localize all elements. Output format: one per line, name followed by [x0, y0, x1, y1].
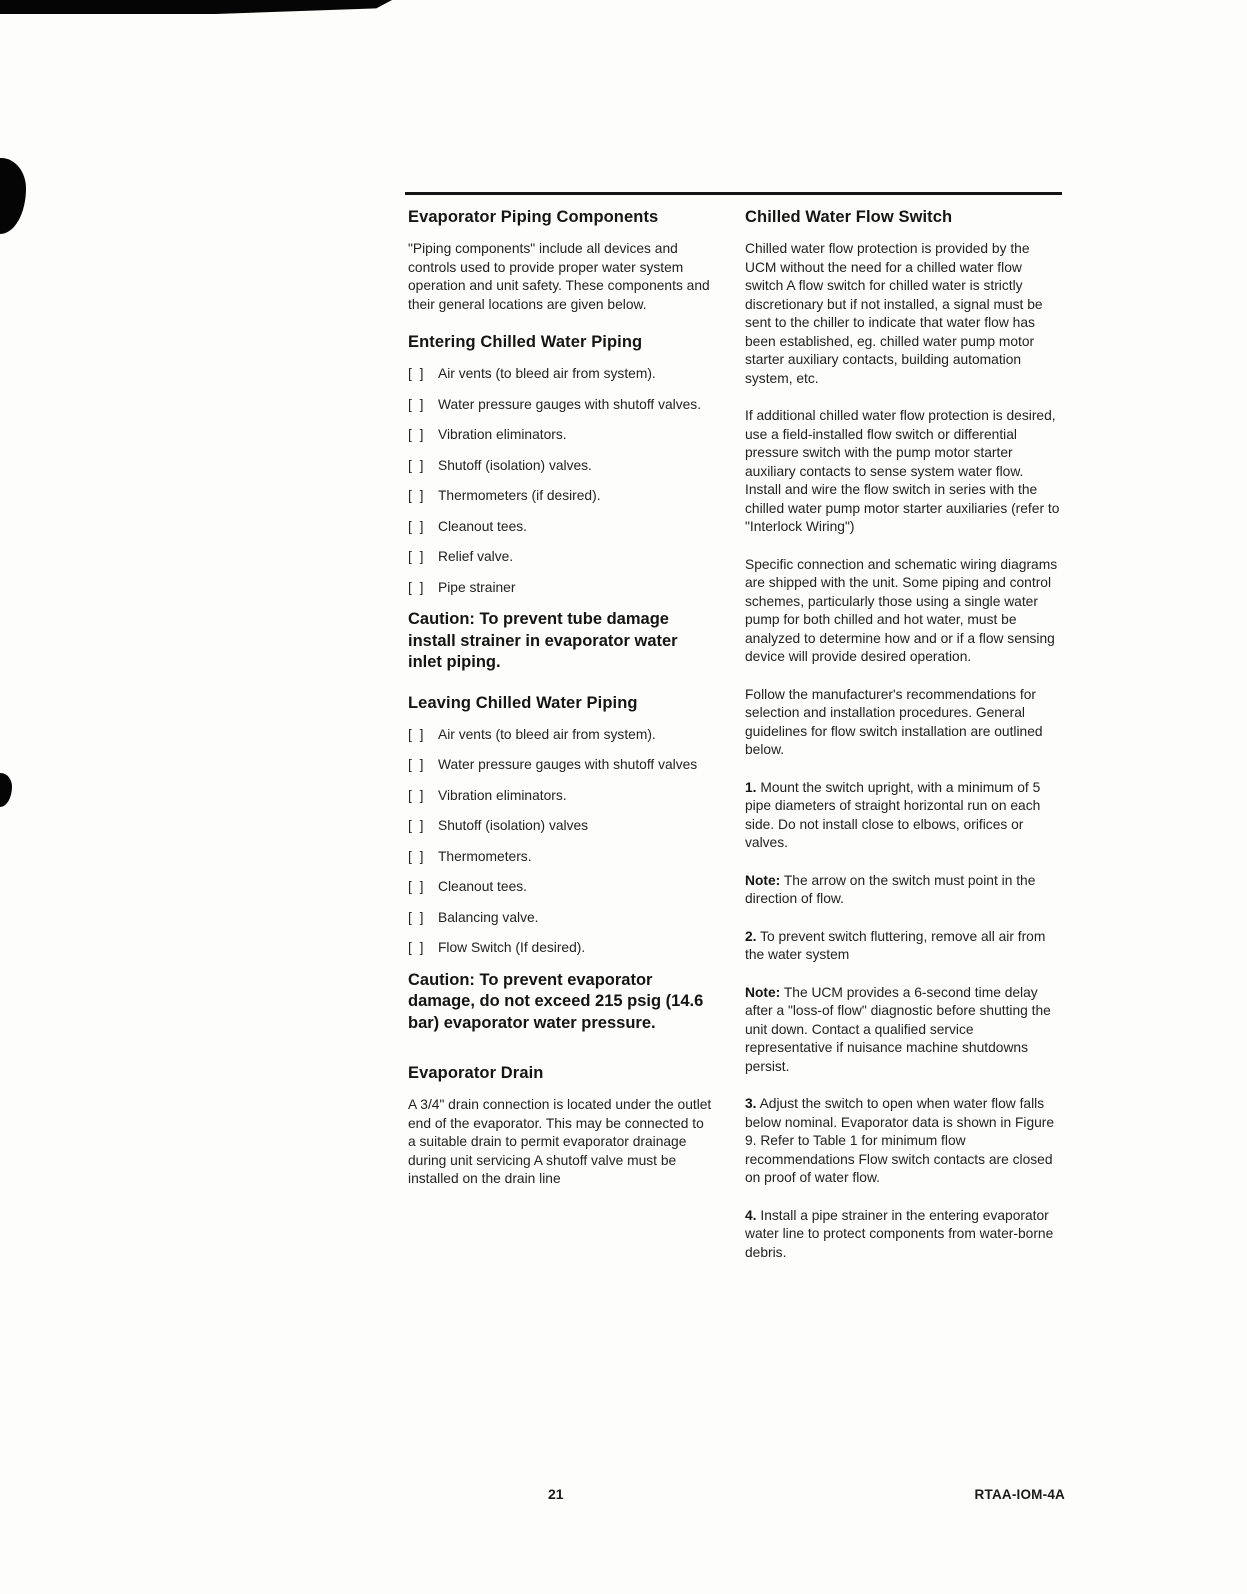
paragraph: Specific connection and schematic wiring diagrams are shipped with the unit. Some piping and control schemes, particularly those using a single water pump for both chilled and hot water, must be analyzed to determine how and or if a flow sensing device will provide desired operation. — [745, 556, 1058, 664]
checklist-item — [408, 426, 714, 445]
caution-tube-damage: Caution: To prevent tube damage install strainer in evaporator water inlet piping. — [408, 610, 678, 671]
checkbox-glyph: [ ] — [408, 909, 426, 925]
section-title-evaporator-drain: Evaporator Drain — [408, 1064, 544, 1082]
checklist-item — [408, 756, 714, 775]
checklist-item — [408, 878, 714, 897]
checklist-item — [408, 518, 714, 537]
step-number: 1. — [745, 779, 757, 795]
note-label: Note: — [745, 984, 781, 1000]
step-text: To prevent switch fluttering, remove all air from the water system — [745, 928, 1046, 962]
checklist-item — [408, 939, 714, 958]
paragraph: A 3/4" drain connection is located under the outlet end of the evaporator. This may be connected to a suitable drain to permit evaporator drainage during unit servicing A shutoff valve must be installed on the drain line — [408, 1097, 712, 1186]
scan-artifact-top — [0, 0, 392, 14]
step-text: Adjust the switch to open when water flow falls below nominal. Evaporator data is shown in Figure 9. Refer to Table 1 for minimum flow recommendations Flow switch contacts are closed on proof of water flow. — [745, 1096, 1055, 1185]
step-number: 2. — [745, 928, 757, 944]
scan-artifact-left-lower — [0, 773, 12, 807]
checkbox-glyph: [ ] — [408, 366, 426, 381]
header-rule — [405, 192, 1062, 195]
checklist-item — [408, 909, 714, 928]
checklist-item — [408, 457, 714, 476]
checklist-item-label: Cleanout tees. — [438, 518, 527, 534]
checkbox-glyph: [ ] — [408, 518, 426, 534]
checkbox-glyph: [ ] — [408, 427, 426, 442]
checklist-item-label: Shutoff (isolation) valves. — [438, 457, 592, 473]
checklist-item-label: Vibration eliminators. — [438, 787, 567, 803]
checklist-item-label: Pipe strainer — [438, 579, 516, 595]
checklist-item-label: Thermometers (if desired). — [438, 488, 601, 503]
checklist-item-label: Relief valve. — [438, 549, 514, 564]
checklist-item-label: Shutoff (isolation) valves — [438, 818, 589, 833]
numbered-step — [745, 928, 1063, 965]
checkbox-glyph: [ ] — [408, 396, 426, 412]
section-title-evaporator-piping-components: Evaporator Piping Components — [408, 208, 659, 226]
checkbox-glyph: [ ] — [408, 726, 426, 742]
step-text: Mount the switch upright, with a minimum of 5 pipe diameters of straight horizontal run on each side. Do not install close to elbows, orifices or valves. — [745, 779, 1041, 850]
section-title-chilled-water-flow-switch: Chilled Water Flow Switch — [745, 208, 953, 226]
note-text: The UCM provides a 6-second time delay after a "loss-of flow" diagnostic before shutting the unit down. Contact a qualified service representative if nuisance machine shutdowns persist. — [745, 984, 1051, 1074]
checkbox-glyph: [ ] — [408, 940, 426, 955]
checkbox-glyph: [ ] — [408, 488, 426, 503]
checklist-item-label: Flow Switch (If desired). — [438, 940, 586, 955]
paragraph: Chilled water flow protection is provided by the UCM without the need for a chilled water flow switch A flow switch for chilled water is strictly discretionary but if not installed, a signal must be sent to the chiller to indicate that water flow has been established, eg. chilled water pump motor starter auxiliary contacts, building automation system, etc. — [745, 241, 1043, 386]
scan-artifact-left-upper — [0, 158, 26, 234]
checklist-item — [408, 365, 714, 384]
numbered-step — [745, 1207, 1063, 1263]
checklist-item — [408, 487, 714, 506]
document-id: RTAA-IOM-4A — [974, 1487, 1065, 1502]
checklist-item — [408, 817, 714, 836]
checkbox-glyph: [ ] — [408, 848, 426, 864]
step-text: Install a pipe strainer in the entering evaporator water line to protect components from water-borne debris. — [745, 1207, 1054, 1260]
checklist-item — [408, 548, 714, 567]
checklist-item — [408, 848, 714, 867]
checkbox-glyph: [ ] — [408, 579, 426, 595]
checklist-item — [408, 787, 714, 806]
step-number: 3. — [745, 1096, 757, 1111]
checkbox-glyph: [ ] — [408, 818, 426, 833]
checklist-item-label: Thermometers. — [438, 848, 532, 864]
checkbox-glyph: [ ] — [408, 787, 426, 803]
checklist-item-label: Air vents (to bleed air from system). — [438, 726, 656, 742]
paragraph: Follow the manufacturer's recommendations for selection and installation procedures. General guidelines for flow switch installation are outlined below. — [745, 686, 1043, 757]
paragraph: "Piping components" include all devices and controls used to provide proper water system operation and unit safety. These components and their general locations are given below. — [408, 241, 710, 312]
note-block — [745, 984, 1063, 1077]
checklist-item-label: Cleanout tees. — [438, 879, 527, 894]
numbered-step — [745, 1095, 1063, 1188]
checkbox-glyph: [ ] — [408, 879, 426, 894]
caution-evaporator-pressure: Caution: To prevent evaporator damage, do not exceed 215 psig (14.6 bar) evaporator water pressure. — [408, 970, 704, 1032]
numbered-step — [745, 779, 1063, 853]
checklist-item-label: Water pressure gauges with shutoff valves. — [438, 396, 702, 412]
right-column — [745, 208, 1063, 1281]
section-title-entering-chilled-water-piping: Entering Chilled Water Piping — [408, 333, 643, 351]
paragraph: If additional chilled water flow protection is desired, use a field-installed flow switch or differential pressure switch with the pump motor starter auxiliary contacts to sense system water flow. Install and wire the flow switch in series with the chilled water pump motor starter auxiliaries (refer to "Interlock Wiring") — [745, 408, 1060, 534]
step-number: 4. — [745, 1207, 757, 1223]
left-column — [408, 208, 714, 1281]
checklist-item — [408, 726, 714, 745]
checklist-item-label: Water pressure gauges with shutoff valves — [438, 757, 698, 772]
section-title-leaving-chilled-water-piping: Leaving Chilled Water Piping — [408, 693, 638, 712]
note-block — [745, 872, 1063, 909]
checklist-item-label: Balancing valve. — [438, 909, 539, 925]
checklist-item — [408, 579, 714, 598]
checklist-item — [408, 396, 714, 415]
content-columns — [408, 208, 1068, 1281]
checkbox-glyph: [ ] — [408, 457, 426, 473]
checkbox-glyph: [ ] — [408, 757, 426, 772]
note-text: The arrow on the switch must point in the direction of flow. — [745, 872, 1036, 906]
checklist-item-label: Air vents (to bleed air from system). — [438, 366, 656, 381]
checklist-item-label: Vibration eliminators. — [438, 427, 567, 442]
note-label: Note: — [745, 872, 781, 888]
page-number: 21 — [548, 1486, 564, 1502]
checkbox-glyph: [ ] — [408, 549, 426, 564]
